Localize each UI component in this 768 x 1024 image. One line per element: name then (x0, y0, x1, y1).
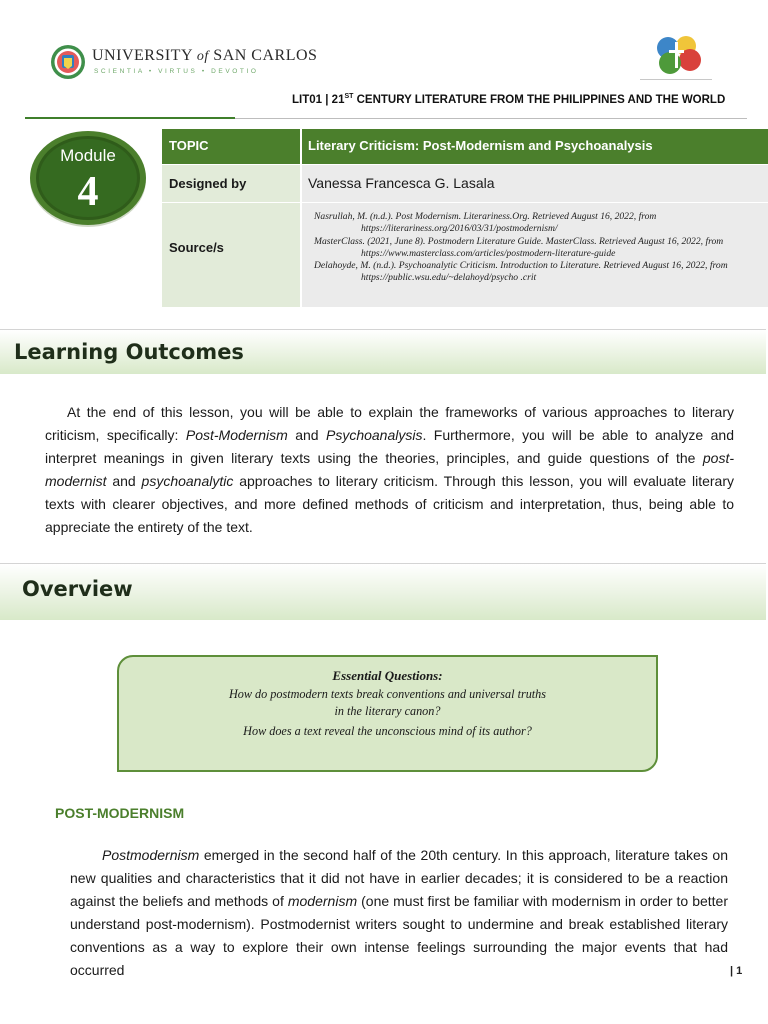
module-info-table (162, 129, 768, 308)
designer-row (162, 165, 768, 203)
university-seal-logo (50, 44, 86, 80)
topic-value: Literary Criticism: Post-Modernism and Psychoanalysis (308, 138, 653, 153)
header-rule-gray (235, 118, 747, 119)
designer-label: Designed by (162, 165, 302, 202)
topic-row (162, 129, 768, 165)
post-modernism-text: Postmodernism emerged in the second half of the 20th century. In this approach, literature takes on new qualities and characteristics that it did not have in earlier decades; it is considered to be a reaction against the beliefs and methods of modernism (one must first be familiar with modernism in order to better understand post-modernism). Postmodernist writers sought to undermine and break established literary conventions as a way to explore their own intense feelings surrounding the major events that had occurred (70, 847, 728, 978)
essential-question-2: How does a text reveal the unconscious mind of its author? (243, 723, 532, 738)
module-number: 4 (77, 169, 99, 215)
learning-outcomes-title: Learning Outcomes (14, 340, 244, 364)
learning-outcomes-text: At the end of this lesson, you will be able to explain the frameworks of various approaches to literary criticism, specifically: Post-Modernism and Psychoanalysis. Furthermore, you will be able to analyze and interpret meanings in given literary texts using the theories, principles, and guide questions of the post-modernist and psychoanalytic approaches to literary criticism. Through this lesson, you will evaluate literary texts with clearer objectives, and more defined methods of criticism and interpretation, thus, being able to appreciate the entirety of the text. (45, 404, 734, 535)
essential-questions-box (117, 655, 658, 772)
overview-title: Overview (22, 577, 133, 601)
essential-question-1: How do postmodern texts break conventions and universal truths in the literary canon? (228, 686, 547, 718)
source-entry: Delahoyde, M. (n.d.). Psychoanalytic Criticism. Introduction to Literature. Retrieved August 16, 2022, from https://public.wsu.edu/~delahoyd/psycho .crit (314, 260, 728, 284)
university-motto: SCIENTIA • VIRTUS • DEVOTIO (94, 68, 259, 75)
university-name: UNIVERSITY of SAN CARLOS (92, 47, 318, 64)
sources-row (162, 203, 768, 308)
designer-value: Vanessa Francesca G. Lasala (308, 175, 495, 191)
topic-label: TOPIC (162, 129, 302, 164)
header-rule-green (25, 117, 235, 119)
source-entry: Nasrullah, M. (n.d.). Post Modernism. Literariness.Org. Retrieved August 16, 2022, from https://literariness.org/2016/03/31/postmodernism/ (314, 211, 657, 235)
course-title: LIT01 | 21ST CENTURY LITERATURE FROM THE PHILIPPINES AND THE WORLD (292, 93, 726, 106)
module-label: Module (60, 146, 116, 165)
crest-underline (640, 79, 712, 80)
sources-label: Source/s (162, 203, 302, 307)
department-crest-logo (648, 32, 706, 80)
sources-list (302, 203, 768, 307)
essential-questions-title: Essential Questions: (332, 668, 443, 683)
page-number: | 1 (730, 965, 743, 977)
post-modernism-heading: POST-MODERNISM (55, 805, 185, 821)
source-entry: MasterClass. (2021, June 8). Postmodern Literature Guide. MasterClass. Retrieved August 16, 2022, from https://www.masterclass.com/articles/postmodern-literature-guide (314, 235, 724, 259)
